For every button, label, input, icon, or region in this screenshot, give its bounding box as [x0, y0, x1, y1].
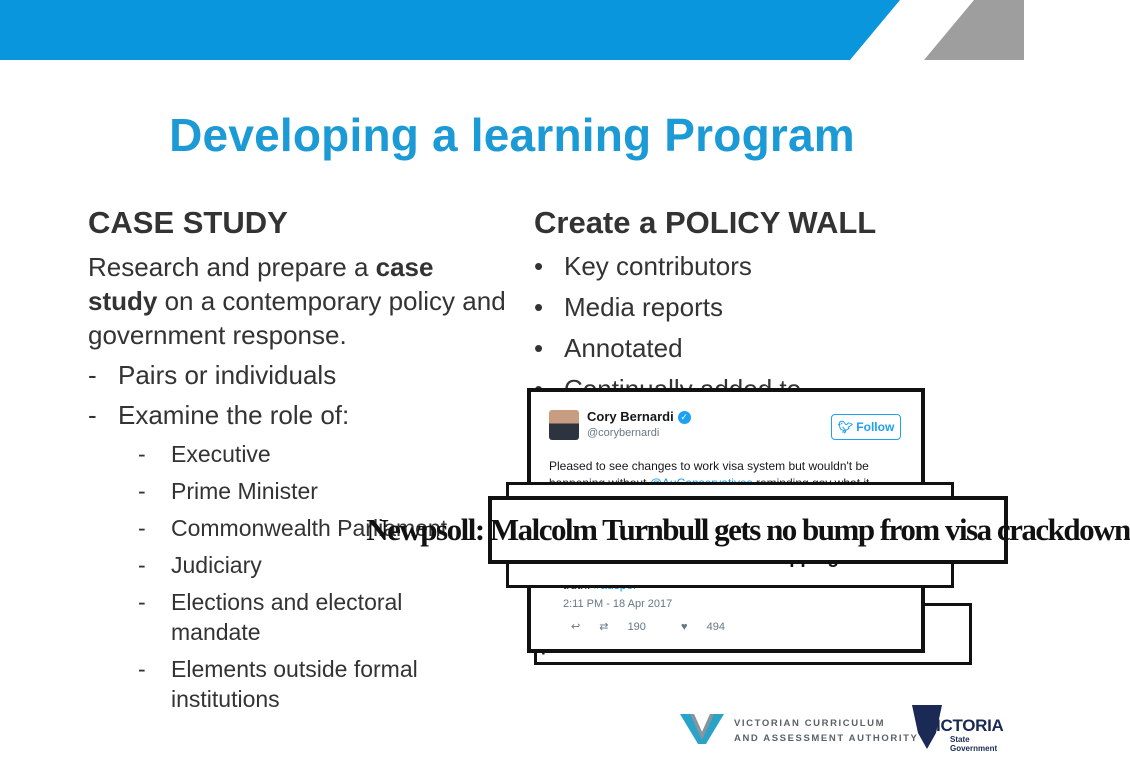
- tweet-author-name: [587, 409, 691, 424]
- avatar: [549, 410, 579, 440]
- tweet-actions: [571, 620, 757, 633]
- dash-marker: -: [88, 360, 97, 390]
- sub-list-item-label: Elements outside formal institutions: [171, 656, 418, 712]
- verified-icon: ✓: [678, 411, 691, 424]
- twitter-bird-icon: 🐦︎: [837, 420, 853, 434]
- bullet-label: Media reports: [564, 292, 723, 322]
- sub-list-item: [88, 550, 508, 580]
- top-banner-gray: [924, 0, 1024, 60]
- dash-marker: -: [138, 589, 146, 615]
- newspoll-headline-clipping: [366, 496, 1130, 564]
- sub-list-item-label: Elections and electoral mandate: [171, 589, 403, 645]
- vcaa-wordmark: [734, 716, 918, 746]
- sub-list-item: [88, 587, 448, 647]
- policy-wall-column: [534, 204, 974, 390]
- vcaa-line-2: AND ASSESSMENT AUTHORITY: [734, 733, 919, 744]
- like-count: 494: [706, 621, 725, 633]
- tweet-text-part: Pleased to see changes to work visa system but wouldn't be: [549, 459, 869, 473]
- retweet-icon: ⇄: [599, 621, 609, 633]
- sub-list-item: [88, 476, 508, 506]
- top-banner: [0, 0, 1024, 60]
- sub-list-item-label: Commonwealth Parliament: [171, 515, 448, 541]
- like-action[interactable]: [681, 621, 741, 633]
- tweet-handle: @corybernardi: [587, 427, 660, 439]
- bullet-marker: •: [534, 292, 544, 322]
- bullet-marker: •: [534, 333, 544, 363]
- dash-marker: -: [138, 441, 146, 467]
- reply-icon[interactable]: ↩: [571, 621, 581, 633]
- sub-list-item: [88, 439, 508, 469]
- retweet-action[interactable]: [599, 621, 662, 633]
- list-item-label: Examine the role of:: [118, 400, 350, 430]
- dash-marker: -: [138, 515, 146, 541]
- state-label: State: [950, 735, 970, 744]
- dash-marker: -: [138, 552, 146, 578]
- newspoll-headline-text: Newpsoll: Malcolm Turnbull gets no bump from visa crackdown: [366, 512, 1130, 547]
- slide-title: Developing a learning Program: [169, 109, 855, 161]
- vcaa-logo-icon: [680, 712, 724, 746]
- tweet-author-name-text: Cory Bernardi: [587, 409, 674, 424]
- dash-marker: -: [138, 478, 146, 504]
- bullet-item: [534, 331, 974, 365]
- top-banner-blue: [0, 0, 900, 60]
- case-study-heading: CASE STUDY: [88, 205, 288, 240]
- list-item-label: Pairs or individuals: [118, 360, 337, 390]
- policy-wall-heading: Create a POLICY WALL: [534, 205, 877, 240]
- dash-marker: -: [138, 656, 146, 682]
- case-study-intro: [88, 250, 508, 352]
- follow-label: Follow: [856, 420, 895, 434]
- vcaa-line-1: VICTORIAN CURRICULUM: [734, 718, 886, 729]
- sub-list-item: [88, 654, 478, 714]
- state-government-label: [950, 735, 997, 753]
- sub-list-item-label: Executive: [171, 441, 271, 467]
- sub-list-item-label: Prime Minister: [171, 478, 318, 504]
- bullet-marker: •: [534, 251, 544, 281]
- dash-marker: -: [88, 400, 97, 430]
- tweet-timestamp: 2:11 PM - 18 Apr 2017: [563, 598, 673, 610]
- sub-list-item-label: Judiciary: [171, 552, 262, 578]
- bullet-item: [534, 249, 974, 283]
- heart-icon: ♥: [680, 621, 688, 633]
- intro-text-1: Research and prepare a: [88, 252, 376, 282]
- victoria-wordmark: VICTORIA: [925, 716, 1004, 735]
- government-label: Government: [950, 744, 998, 753]
- bullet-label: Annotated: [564, 333, 683, 363]
- intro-bold-case-study: case study: [88, 252, 434, 316]
- list-item: [88, 358, 508, 392]
- retweet-count: 190: [627, 621, 646, 633]
- follow-button[interactable]: [831, 414, 901, 440]
- intro-text-2: on a contemporary policy and government response.: [88, 286, 506, 350]
- bullet-item: [534, 290, 974, 324]
- list-item: [88, 398, 508, 432]
- bullet-label: Key contributors: [564, 251, 752, 281]
- case-study-column: [88, 204, 508, 714]
